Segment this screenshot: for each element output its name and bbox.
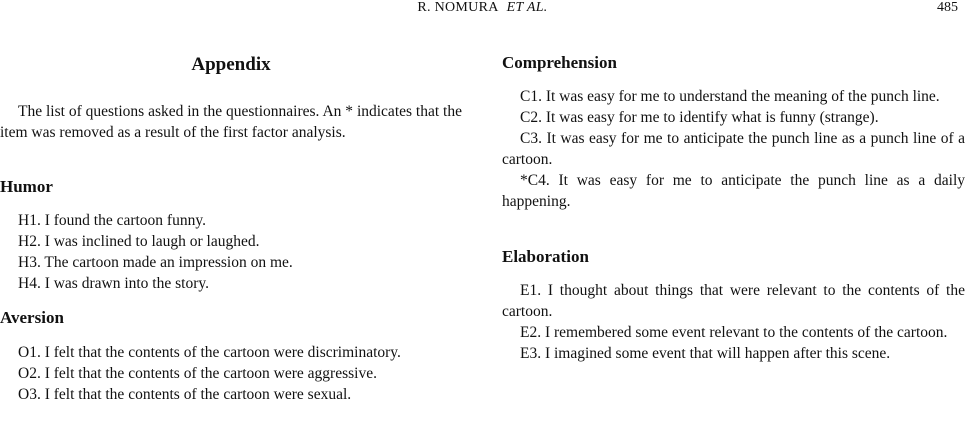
questionnaire-item: H4. I was drawn into the story.: [18, 275, 209, 292]
questionnaire-item: E2. I remembered some event relevant to the contents of the cartoon.: [520, 324, 948, 341]
running-head: [0, 0, 965, 22]
questionnaire-item: O3. I felt that the contents of the cartoon were sexual.: [18, 386, 352, 403]
questionnaire-item: E1. I thought about things that were relevant to the contents of the cartoon.: [502, 282, 965, 320]
running-title: [0, 0, 965, 16]
questionnaire-item: E3. I imagined some event that will happen after this scene.: [520, 345, 891, 362]
appendix-intro: The list of questions asked in the questionnaires. An * indicates that the item was removed as a result of the first factor analysis.: [0, 103, 462, 141]
section-heading-humor: Humor: [0, 177, 53, 196]
questionnaire-item: H2. I was inclined to laugh or laughed.: [18, 233, 260, 250]
section-heading-comprehension: Comprehension: [502, 53, 617, 72]
questionnaire-item: H1. I found the cartoon funny.: [18, 212, 206, 229]
section-heading-elaboration: Elaboration: [502, 247, 589, 266]
running-author: R. NOMURA: [417, 0, 499, 15]
aversion-items: [0, 342, 462, 405]
questionnaire-item: O1. I felt that the contents of the cartoon were discriminatory.: [18, 344, 401, 361]
appendix-title: Appendix: [191, 54, 271, 75]
humor-items: [0, 210, 462, 294]
section-heading-aversion: Aversion: [0, 308, 64, 327]
questionnaire-item: O2. I felt that the contents of the cartoon were aggressive.: [18, 365, 377, 382]
comprehension-items: [502, 86, 965, 212]
questionnaire-item: H3. The cartoon made an impression on me.: [18, 254, 293, 271]
running-etal: ET AL.: [506, 0, 548, 15]
questionnaire-item: C1. It was easy for me to understand the meaning of the punch line.: [520, 88, 940, 105]
questionnaire-item: *C4. It was easy for me to anticipate the punch line as a daily happening.: [502, 172, 965, 210]
questionnaire-item: C3. It was easy for me to anticipate the punch line as a punch line of a cartoon.: [502, 130, 965, 168]
elaboration-items: [502, 280, 965, 364]
questionnaire-item: C2. It was easy for me to identify what is funny (strange).: [520, 109, 879, 126]
page-number: 485: [937, 0, 958, 15]
